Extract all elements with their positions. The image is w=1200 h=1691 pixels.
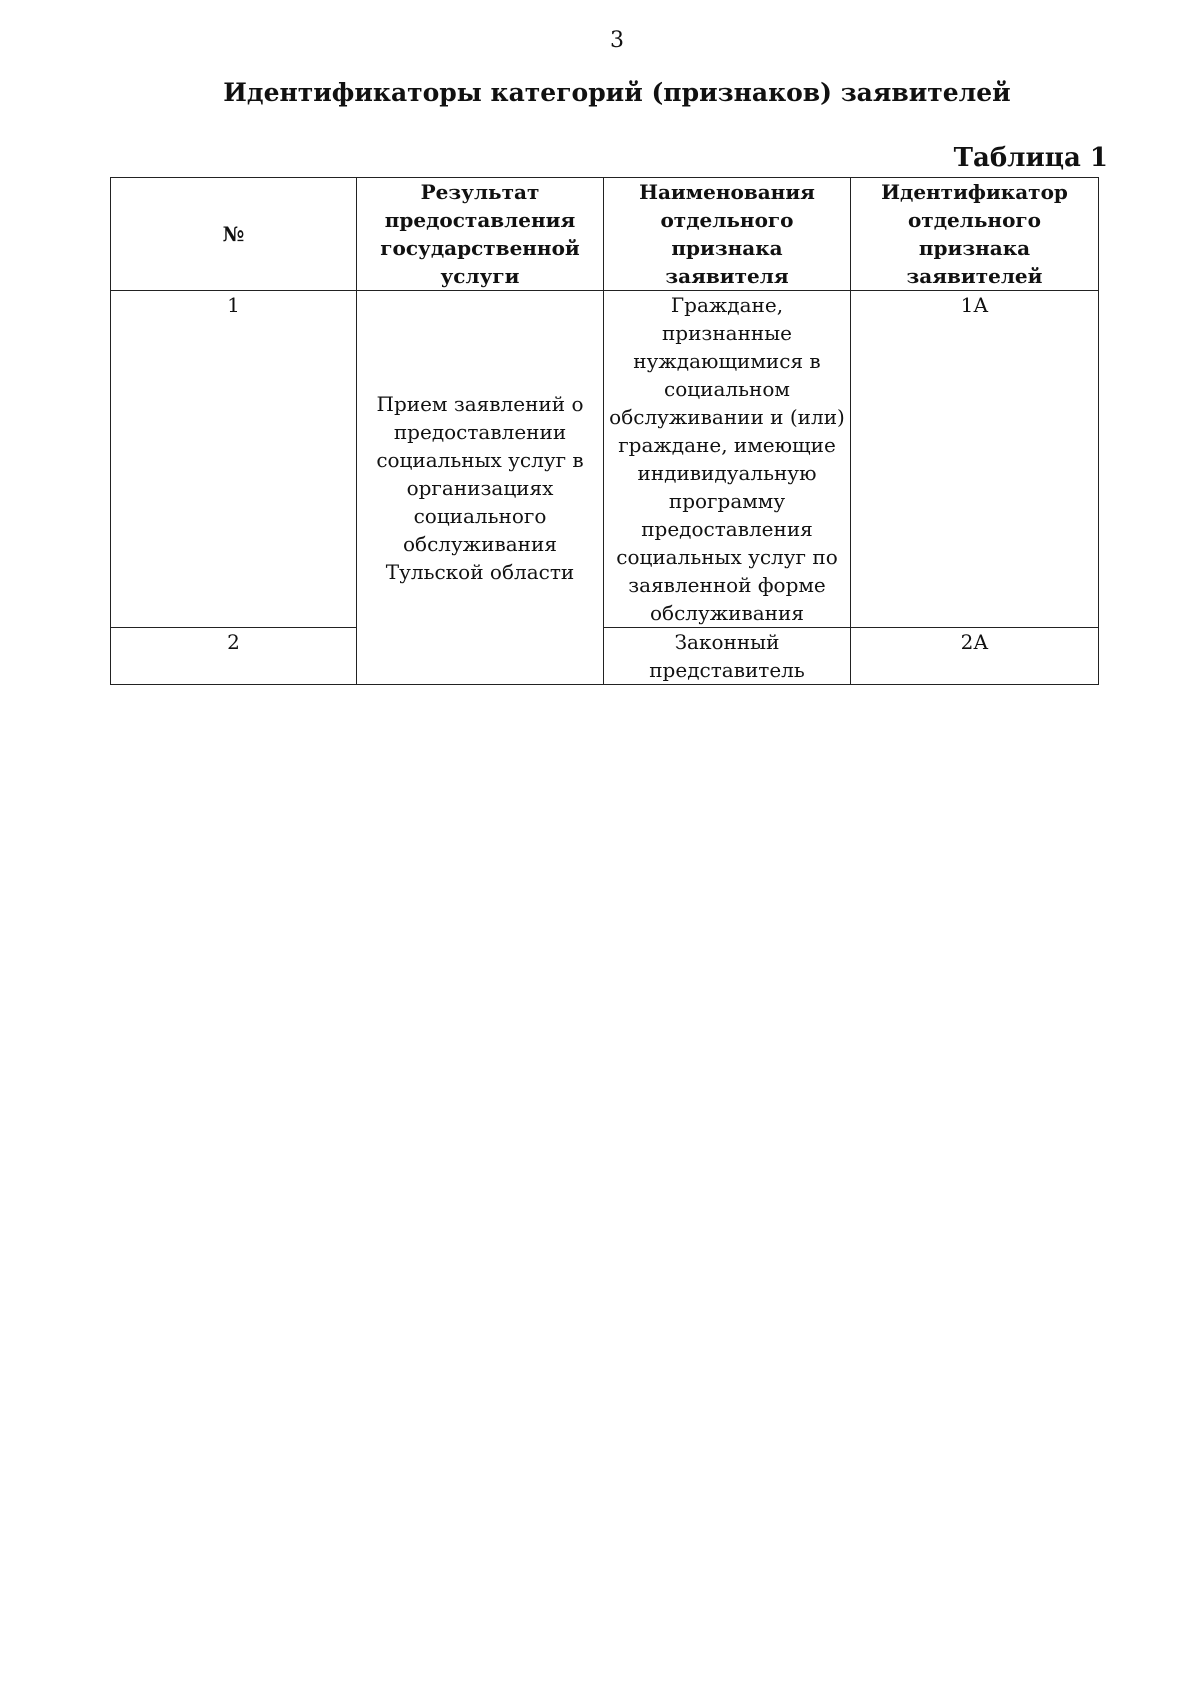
table-header-row xyxy=(111,178,1099,291)
applicant-categories-table xyxy=(110,177,1099,685)
header-result: Результат предоставления государственной услуги xyxy=(357,178,604,291)
row-number: 1 xyxy=(111,291,357,628)
header-sign-name: Наименования отдельного признака заявителя xyxy=(604,178,851,291)
sign-name-cell: Законный представитель xyxy=(604,628,851,685)
page-title: Идентификаторы категорий (признаков) заявителей xyxy=(223,78,1011,107)
page-number: 3 xyxy=(610,28,624,53)
table-row xyxy=(111,628,1099,685)
table-row xyxy=(111,291,1099,628)
identifier-cell: 1А xyxy=(851,291,1099,628)
result-cell: Прием заявлений о предоставлении социальных услуг в организациях социального обслуживания Тульской области xyxy=(357,291,604,685)
row-number: 2 xyxy=(111,628,357,685)
header-number: № xyxy=(111,178,357,291)
sign-name-cell: Граждане, признанные нуждающимися в социальном обслуживании и (или) граждане, имеющие индивидуальную программу предоставления социальных услуг по заявленной форме обслуживания xyxy=(604,291,851,628)
table-caption: Таблица 1 xyxy=(953,143,1108,173)
identifier-cell: 2А xyxy=(851,628,1099,685)
header-identifier: Идентификатор отдельного признака заявителей xyxy=(851,178,1099,291)
